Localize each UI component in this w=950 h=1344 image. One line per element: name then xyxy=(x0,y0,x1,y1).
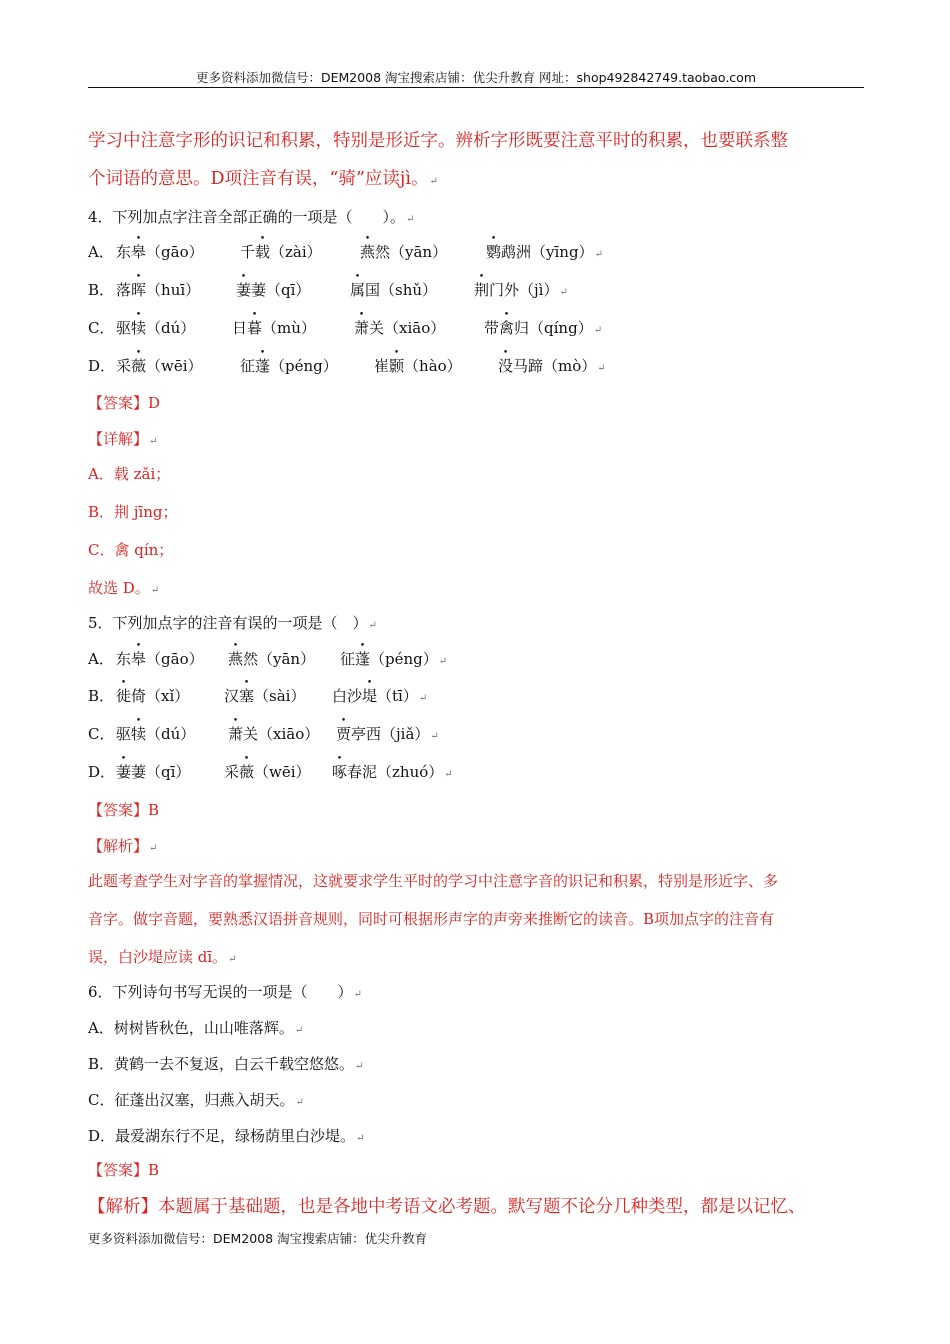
q4-b-item-1: 落晖（huī） xyxy=(116,281,201,299)
q5-c-item-2: 萧关（xiāo） xyxy=(228,725,320,743)
q5-c-item-1: 驱犊（dú） xyxy=(116,725,196,743)
q4-a-item-3: 燕然（yān） xyxy=(360,243,448,261)
intro-line-2: 个词语的意思。D项注音有误，“骑”应读jì。↵ xyxy=(88,169,438,189)
q6-option-c: C．征蓬出汉塞，归燕入胡天。↵ xyxy=(88,1091,304,1109)
q5-b-item-3: 白沙堤（tī）↵ xyxy=(332,687,428,705)
page-footer: 更多资料添加微信号：DEM2008 淘宝搜索店铺：优尖升教育 xyxy=(88,1231,428,1246)
q4-conclusion: 故选 D。↵ xyxy=(88,579,160,597)
q5-option-a xyxy=(88,648,448,669)
q4-b-item-2: 萋萋（qī） xyxy=(236,281,311,299)
option-label: B． xyxy=(88,687,115,705)
q5-explain-2: 音字。做字音题，要熟悉汉语拼音规则，同时可根据形声字的声旁来推断它的读音。B项加点字的注音有 xyxy=(88,910,775,928)
q4-option-d xyxy=(88,355,606,376)
q4-d-item-1: 采薇（wēi） xyxy=(116,357,203,375)
option-label: D． xyxy=(88,357,116,375)
option-label: C． xyxy=(88,725,115,743)
q4-b-item-4: 荆门外（jì）↵ xyxy=(474,281,568,299)
q4-c-item-3: 萧关（xiāo） xyxy=(354,319,446,337)
q5-b-item-1: 徙倚（xǐ） xyxy=(116,687,190,705)
intro-line-1: 学习中注意字形的识记和积累，特别是形近字。辨析字形既要注意平时的积累，也要联系整 xyxy=(88,131,788,151)
q5-option-c xyxy=(88,723,439,744)
q5-b-item-2: 汉塞（sài） xyxy=(224,687,306,705)
q6-analysis: 【解析】本题属于基础题，也是各地中考语文必考题。默写题不论分几种类型，都是以记忆、 xyxy=(88,1197,806,1217)
q4-answer: 【答案】D xyxy=(88,394,161,412)
q5-answer: 【答案】B xyxy=(88,801,160,819)
option-label: A． xyxy=(88,243,114,261)
option-label: D． xyxy=(88,763,116,781)
option-label: A． xyxy=(88,650,114,668)
q4-d-item-2: 征蓬（péng） xyxy=(240,357,338,375)
q4-option-a xyxy=(88,241,603,262)
q5-explain-3: 误，白沙堤应读 dī。↵ xyxy=(88,948,237,966)
q4-explain-a: A．载 zǎi； xyxy=(88,465,171,483)
q5-analysis-label: 【解析】↵ xyxy=(88,837,158,855)
q5-d-item-2: 采薇（wēi） xyxy=(224,763,311,781)
q6-stem: 6．下列诗句书写无误的一项是（ ）↵ xyxy=(88,983,362,1001)
option-label: C． xyxy=(88,319,115,337)
q4-option-b xyxy=(88,279,568,300)
q4-a-item-1: 东皋（gāo） xyxy=(116,243,204,261)
q4-stem: 4．下列加点字注音全部正确的一项是（ ）。↵ xyxy=(88,208,415,226)
q4-explain-c: C．禽 qín； xyxy=(88,541,174,559)
q4-a-item-4: 鹦鹉洲（yīng）↵ xyxy=(486,243,603,261)
q5-d-item-1: 萋萋（qī） xyxy=(116,763,191,781)
q4-b-item-3: 属国（shǔ） xyxy=(350,281,438,299)
q4-c-item-1: 驱犊（dú） xyxy=(116,319,196,337)
q4-c-item-2: 日暮（mù） xyxy=(232,319,316,337)
q4-explain-b: B．荆 jīng； xyxy=(88,503,178,521)
q4-a-item-2: 千载（zài） xyxy=(240,243,322,261)
q6-answer: 【答案】B xyxy=(88,1161,160,1179)
q5-d-item-3: 啄春泥（zhuó）↵ xyxy=(332,763,453,781)
header-rule xyxy=(88,87,864,88)
q6-option-b: B．黄鹤一去不复返，白云千载空悠悠。↵ xyxy=(88,1055,364,1073)
q4-d-item-4: 没马蹄（mò）↵ xyxy=(498,357,606,375)
q5-a-item-3: 征蓬（péng）↵ xyxy=(340,650,448,668)
q5-stem: 5．下列加点字的注音有误的一项是（ ）↵ xyxy=(88,614,377,632)
q5-option-d xyxy=(88,761,453,782)
q6-option-a: A．树树皆秋色，山山唯落辉。↵ xyxy=(88,1019,304,1037)
q5-a-item-2: 燕然（yān） xyxy=(228,650,316,668)
q5-c-item-3: 贾亭西（jiǎ）↵ xyxy=(336,725,439,743)
q4-c-item-4: 带禽归（qíng）↵ xyxy=(484,319,603,337)
q4-option-c xyxy=(88,317,603,338)
q5-a-item-1: 东皋（gāo） xyxy=(116,650,204,668)
q4-detail-label: 【详解】↵ xyxy=(88,430,158,448)
q4-d-item-3: 崔颢（hào） xyxy=(374,357,462,375)
page-header: 更多资料添加微信号：DEM2008 淘宝搜索店铺：优尖升教育 网址：shop492842749.taobao.com xyxy=(195,70,757,85)
q6-option-d: D．最爱湖东行不足，绿杨荫里白沙堤。↵ xyxy=(88,1127,365,1145)
option-label: B． xyxy=(88,281,115,299)
q5-option-b xyxy=(88,685,428,706)
q5-explain-1: 此题考查学生对字音的掌握情况，这就要求学生平时的学习中注意字音的识记和积累，特别是形近字、多 xyxy=(88,872,779,890)
